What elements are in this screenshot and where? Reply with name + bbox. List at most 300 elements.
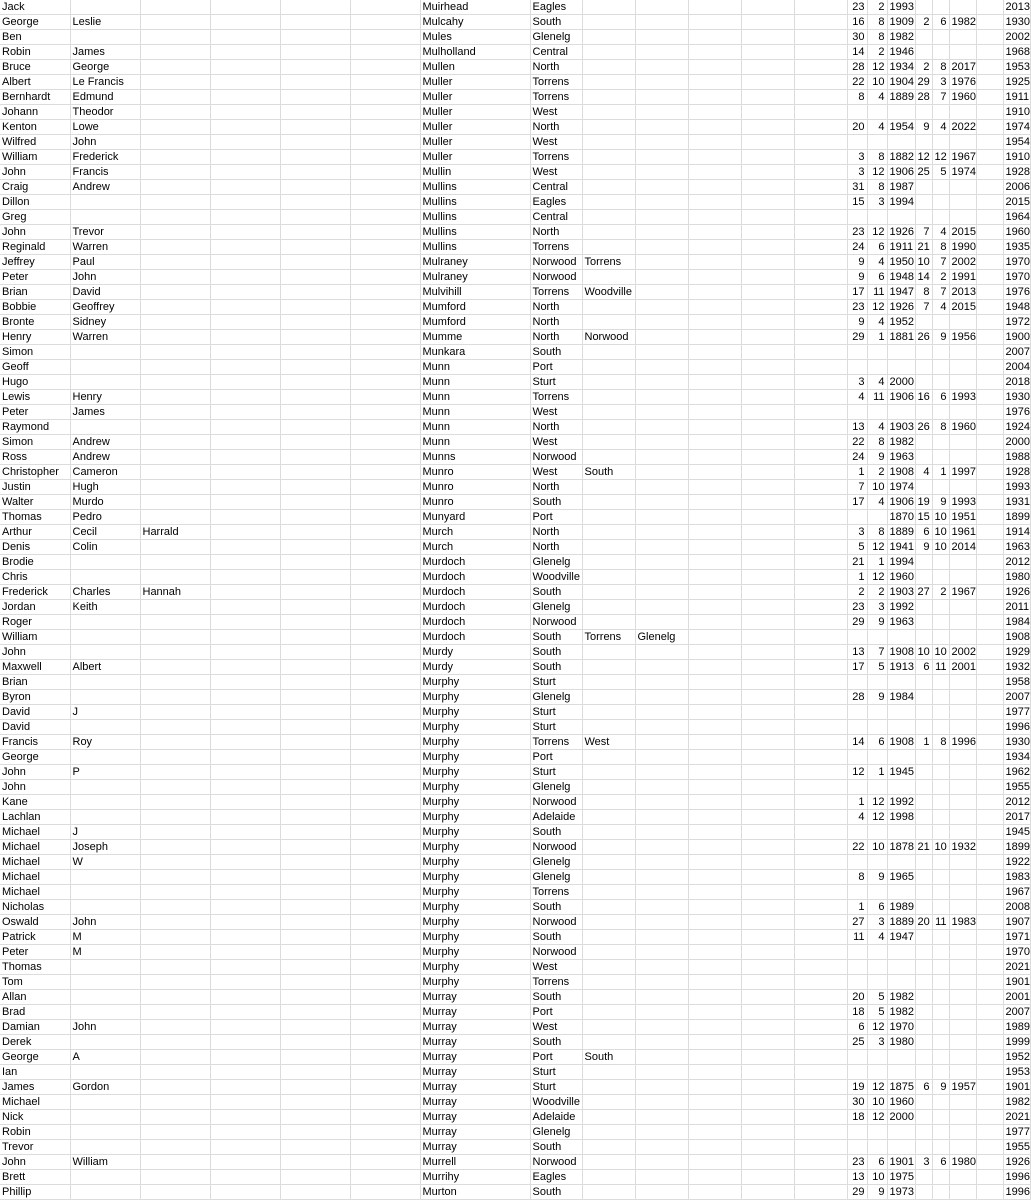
cell-birth-month[interactable]: 12 xyxy=(867,60,887,75)
cell-club[interactable]: South xyxy=(530,825,582,840)
cell-birth-year[interactable]: 1994 xyxy=(887,555,915,570)
cell-middle-name[interactable] xyxy=(70,1170,140,1185)
cell-col-m[interactable] xyxy=(794,210,847,225)
cell-club[interactable]: West xyxy=(530,1020,582,1035)
cell-birth-year[interactable]: 1906 xyxy=(887,165,915,180)
cell-death-year[interactable] xyxy=(949,480,976,495)
cell-first-name[interactable]: Bruce xyxy=(0,60,70,75)
cell-third-name[interactable] xyxy=(140,1110,210,1125)
cell-club-2[interactable] xyxy=(582,585,635,600)
cell-middle-name[interactable]: Warren xyxy=(70,330,140,345)
cell-club[interactable]: West xyxy=(530,405,582,420)
cell-club[interactable]: Eagles xyxy=(530,195,582,210)
cell-middle-name[interactable]: John xyxy=(70,915,140,930)
cell-col-l[interactable] xyxy=(741,300,794,315)
cell-col-k[interactable] xyxy=(688,1065,741,1080)
cell-col-f[interactable] xyxy=(350,735,420,750)
cell-birth-month[interactable]: 12 xyxy=(867,540,887,555)
cell-death-month[interactable]: 2 xyxy=(932,270,949,285)
cell-club-3[interactable] xyxy=(635,930,688,945)
cell-col-k[interactable] xyxy=(688,270,741,285)
cell-birth-year[interactable]: 1993 xyxy=(887,0,915,15)
cell-col-d[interactable] xyxy=(210,720,280,735)
cell-death-day[interactable]: 6 xyxy=(915,660,932,675)
cell-club[interactable]: West xyxy=(530,960,582,975)
cell-death-year[interactable] xyxy=(949,750,976,765)
cell-col-t[interactable] xyxy=(976,540,1003,555)
cell-birth-month[interactable]: 8 xyxy=(867,15,887,30)
cell-death-month[interactable]: 6 xyxy=(932,15,949,30)
cell-col-f[interactable] xyxy=(350,1125,420,1140)
cell-debut-year[interactable]: 1996 xyxy=(1003,1170,1030,1185)
cell-birth-day[interactable]: 28 xyxy=(847,690,867,705)
cell-birth-year[interactable] xyxy=(887,345,915,360)
cell-col-d[interactable] xyxy=(210,120,280,135)
cell-col-k[interactable] xyxy=(688,390,741,405)
cell-col-f[interactable] xyxy=(350,210,420,225)
cell-birth-month[interactable]: 8 xyxy=(867,150,887,165)
cell-col-e[interactable] xyxy=(280,390,350,405)
cell-death-day[interactable]: 21 xyxy=(915,840,932,855)
cell-birth-month[interactable]: 6 xyxy=(867,240,887,255)
cell-col-k[interactable] xyxy=(688,615,741,630)
cell-col-l[interactable] xyxy=(741,795,794,810)
cell-col-k[interactable] xyxy=(688,780,741,795)
cell-club-2[interactable] xyxy=(582,1035,635,1050)
cell-col-t[interactable] xyxy=(976,690,1003,705)
cell-birth-month[interactable]: 12 xyxy=(867,795,887,810)
cell-death-day[interactable] xyxy=(915,630,932,645)
cell-col-t[interactable] xyxy=(976,705,1003,720)
cell-third-name[interactable] xyxy=(140,750,210,765)
cell-birth-month[interactable] xyxy=(867,1050,887,1065)
cell-first-name[interactable]: Thomas xyxy=(0,510,70,525)
cell-middle-name[interactable] xyxy=(70,375,140,390)
cell-club[interactable]: North xyxy=(530,525,582,540)
cell-debut-year[interactable]: 1962 xyxy=(1003,765,1030,780)
cell-first-name[interactable]: Frederick xyxy=(0,585,70,600)
cell-club-3[interactable] xyxy=(635,465,688,480)
cell-first-name[interactable]: William xyxy=(0,150,70,165)
cell-col-m[interactable] xyxy=(794,825,847,840)
cell-birth-year[interactable]: 1913 xyxy=(887,660,915,675)
cell-col-k[interactable] xyxy=(688,60,741,75)
cell-col-k[interactable] xyxy=(688,900,741,915)
cell-first-name[interactable]: Peter xyxy=(0,945,70,960)
cell-club-3[interactable] xyxy=(635,1005,688,1020)
cell-birth-month[interactable]: 4 xyxy=(867,255,887,270)
cell-death-year[interactable] xyxy=(949,345,976,360)
cell-col-l[interactable] xyxy=(741,960,794,975)
cell-col-k[interactable] xyxy=(688,135,741,150)
cell-birth-day[interactable]: 16 xyxy=(847,15,867,30)
cell-col-e[interactable] xyxy=(280,510,350,525)
cell-col-f[interactable] xyxy=(350,285,420,300)
cell-death-month[interactable] xyxy=(932,1125,949,1140)
cell-club-3[interactable] xyxy=(635,795,688,810)
cell-col-k[interactable] xyxy=(688,960,741,975)
cell-birth-year[interactable]: 1926 xyxy=(887,300,915,315)
cell-death-day[interactable]: 12 xyxy=(915,150,932,165)
cell-club[interactable]: South xyxy=(530,660,582,675)
cell-third-name[interactable] xyxy=(140,1155,210,1170)
cell-third-name[interactable] xyxy=(140,1005,210,1020)
cell-birth-day[interactable]: 18 xyxy=(847,1110,867,1125)
cell-club[interactable]: Glenelg xyxy=(530,780,582,795)
cell-col-d[interactable] xyxy=(210,1005,280,1020)
cell-birth-year[interactable]: 1948 xyxy=(887,270,915,285)
cell-birth-year[interactable]: 1904 xyxy=(887,75,915,90)
cell-surname[interactable]: Murray xyxy=(420,1065,530,1080)
cell-club-2[interactable] xyxy=(582,225,635,240)
cell-col-f[interactable] xyxy=(350,405,420,420)
cell-first-name[interactable]: Roger xyxy=(0,615,70,630)
cell-birth-year[interactable]: 1987 xyxy=(887,180,915,195)
cell-death-month[interactable] xyxy=(932,360,949,375)
cell-col-d[interactable] xyxy=(210,360,280,375)
cell-col-d[interactable] xyxy=(210,1020,280,1035)
cell-birth-day[interactable]: 9 xyxy=(847,315,867,330)
cell-col-t[interactable] xyxy=(976,930,1003,945)
cell-birth-month[interactable]: 3 xyxy=(867,600,887,615)
cell-col-l[interactable] xyxy=(741,855,794,870)
cell-col-d[interactable] xyxy=(210,1170,280,1185)
cell-birth-day[interactable]: 15 xyxy=(847,195,867,210)
cell-col-k[interactable] xyxy=(688,570,741,585)
cell-birth-day[interactable] xyxy=(847,780,867,795)
cell-death-year[interactable] xyxy=(949,210,976,225)
cell-col-l[interactable] xyxy=(741,1170,794,1185)
cell-birth-year[interactable]: 1950 xyxy=(887,255,915,270)
cell-third-name[interactable] xyxy=(140,330,210,345)
cell-col-t[interactable] xyxy=(976,1185,1003,1200)
cell-birth-year[interactable]: 1889 xyxy=(887,915,915,930)
cell-col-e[interactable] xyxy=(280,285,350,300)
cell-debut-year[interactable]: 1976 xyxy=(1003,405,1030,420)
cell-col-k[interactable] xyxy=(688,285,741,300)
cell-birth-month[interactable]: 8 xyxy=(867,30,887,45)
cell-col-e[interactable] xyxy=(280,810,350,825)
cell-club-3[interactable] xyxy=(635,255,688,270)
cell-col-m[interactable] xyxy=(794,1095,847,1110)
cell-debut-year[interactable]: 1932 xyxy=(1003,660,1030,675)
cell-club-3[interactable] xyxy=(635,450,688,465)
cell-middle-name[interactable] xyxy=(70,645,140,660)
cell-birth-month[interactable] xyxy=(867,630,887,645)
cell-col-d[interactable] xyxy=(210,900,280,915)
cell-birth-year[interactable]: 1908 xyxy=(887,735,915,750)
cell-death-day[interactable]: 10 xyxy=(915,645,932,660)
cell-birth-year[interactable]: 1889 xyxy=(887,525,915,540)
cell-col-f[interactable] xyxy=(350,585,420,600)
cell-club-2[interactable] xyxy=(582,1185,635,1200)
cell-club-2[interactable] xyxy=(582,165,635,180)
cell-col-k[interactable] xyxy=(688,1005,741,1020)
cell-club-2[interactable] xyxy=(582,975,635,990)
cell-col-t[interactable] xyxy=(976,450,1003,465)
cell-death-day[interactable] xyxy=(915,900,932,915)
cell-col-m[interactable] xyxy=(794,780,847,795)
cell-col-m[interactable] xyxy=(794,1065,847,1080)
cell-club-3[interactable] xyxy=(635,660,688,675)
cell-death-month[interactable] xyxy=(932,720,949,735)
cell-club[interactable]: Glenelg xyxy=(530,555,582,570)
cell-death-year[interactable] xyxy=(949,45,976,60)
cell-club-3[interactable] xyxy=(635,285,688,300)
cell-col-k[interactable] xyxy=(688,885,741,900)
cell-col-e[interactable] xyxy=(280,615,350,630)
cell-col-k[interactable] xyxy=(688,165,741,180)
cell-birth-day[interactable]: 1 xyxy=(847,795,867,810)
cell-first-name[interactable]: William xyxy=(0,630,70,645)
cell-first-name[interactable]: Johann xyxy=(0,105,70,120)
cell-surname[interactable]: Murphy xyxy=(420,780,530,795)
cell-col-d[interactable] xyxy=(210,645,280,660)
cell-birth-year[interactable]: 1946 xyxy=(887,45,915,60)
cell-birth-month[interactable]: 11 xyxy=(867,285,887,300)
cell-surname[interactable]: Murrell xyxy=(420,1155,530,1170)
cell-col-t[interactable] xyxy=(976,405,1003,420)
cell-birth-month[interactable] xyxy=(867,855,887,870)
cell-debut-year[interactable]: 2021 xyxy=(1003,1110,1030,1125)
cell-club[interactable]: North xyxy=(530,330,582,345)
cell-birth-day[interactable]: 17 xyxy=(847,495,867,510)
cell-club-2[interactable] xyxy=(582,690,635,705)
cell-death-month[interactable]: 1 xyxy=(932,465,949,480)
cell-col-e[interactable] xyxy=(280,360,350,375)
cell-club-3[interactable] xyxy=(635,600,688,615)
cell-col-k[interactable] xyxy=(688,255,741,270)
cell-birth-day[interactable]: 6 xyxy=(847,1020,867,1035)
cell-birth-year[interactable] xyxy=(887,975,915,990)
cell-birth-day[interactable]: 30 xyxy=(847,1095,867,1110)
cell-col-m[interactable] xyxy=(794,285,847,300)
cell-col-t[interactable] xyxy=(976,990,1003,1005)
cell-death-year[interactable] xyxy=(949,1005,976,1020)
cell-col-t[interactable] xyxy=(976,615,1003,630)
cell-col-f[interactable] xyxy=(350,1080,420,1095)
cell-third-name[interactable]: Hannah xyxy=(140,585,210,600)
cell-col-e[interactable] xyxy=(280,1155,350,1170)
cell-col-k[interactable] xyxy=(688,45,741,60)
cell-col-l[interactable] xyxy=(741,930,794,945)
cell-col-t[interactable] xyxy=(976,60,1003,75)
cell-col-m[interactable] xyxy=(794,765,847,780)
cell-col-m[interactable] xyxy=(794,165,847,180)
cell-death-day[interactable] xyxy=(915,1005,932,1020)
cell-birth-month[interactable]: 12 xyxy=(867,570,887,585)
cell-first-name[interactable]: Oswald xyxy=(0,915,70,930)
cell-col-k[interactable] xyxy=(688,1020,741,1035)
cell-first-name[interactable]: Peter xyxy=(0,270,70,285)
cell-debut-year[interactable]: 2007 xyxy=(1003,345,1030,360)
cell-middle-name[interactable] xyxy=(70,1065,140,1080)
cell-death-day[interactable] xyxy=(915,1110,932,1125)
cell-first-name[interactable]: Nick xyxy=(0,1110,70,1125)
cell-birth-day[interactable]: 23 xyxy=(847,225,867,240)
cell-club[interactable]: South xyxy=(530,1035,582,1050)
cell-middle-name[interactable] xyxy=(70,690,140,705)
cell-col-e[interactable] xyxy=(280,1020,350,1035)
cell-first-name[interactable]: Brian xyxy=(0,285,70,300)
cell-middle-name[interactable] xyxy=(70,1110,140,1125)
cell-third-name[interactable] xyxy=(140,1170,210,1185)
cell-col-t[interactable] xyxy=(976,165,1003,180)
cell-col-l[interactable] xyxy=(741,315,794,330)
cell-birth-day[interactable] xyxy=(847,1125,867,1140)
cell-col-l[interactable] xyxy=(741,660,794,675)
cell-birth-month[interactable]: 9 xyxy=(867,870,887,885)
cell-col-m[interactable] xyxy=(794,240,847,255)
cell-club-3[interactable] xyxy=(635,960,688,975)
cell-birth-month[interactable]: 2 xyxy=(867,45,887,60)
cell-club-2[interactable] xyxy=(582,765,635,780)
cell-death-month[interactable] xyxy=(932,690,949,705)
cell-col-e[interactable] xyxy=(280,945,350,960)
cell-col-f[interactable] xyxy=(350,1110,420,1125)
cell-debut-year[interactable]: 2017 xyxy=(1003,810,1030,825)
cell-club-2[interactable]: Torrens xyxy=(582,630,635,645)
cell-death-month[interactable]: 7 xyxy=(932,285,949,300)
cell-col-f[interactable] xyxy=(350,720,420,735)
cell-birth-month[interactable] xyxy=(867,825,887,840)
cell-col-m[interactable] xyxy=(794,525,847,540)
cell-col-d[interactable] xyxy=(210,105,280,120)
cell-surname[interactable]: Mulraney xyxy=(420,255,530,270)
cell-middle-name[interactable]: John xyxy=(70,270,140,285)
cell-club[interactable]: Sturt xyxy=(530,375,582,390)
cell-col-t[interactable] xyxy=(976,0,1003,15)
cell-death-month[interactable] xyxy=(932,630,949,645)
cell-debut-year[interactable]: 1960 xyxy=(1003,225,1030,240)
cell-col-e[interactable] xyxy=(280,135,350,150)
cell-col-d[interactable] xyxy=(210,495,280,510)
cell-col-l[interactable] xyxy=(741,705,794,720)
cell-death-year[interactable] xyxy=(949,375,976,390)
cell-death-month[interactable] xyxy=(932,780,949,795)
cell-death-day[interactable]: 4 xyxy=(915,465,932,480)
cell-birth-day[interactable]: 30 xyxy=(847,30,867,45)
cell-first-name[interactable]: Maxwell xyxy=(0,660,70,675)
cell-death-month[interactable]: 9 xyxy=(932,495,949,510)
cell-surname[interactable]: Murray xyxy=(420,1095,530,1110)
cell-first-name[interactable]: Chris xyxy=(0,570,70,585)
cell-third-name[interactable] xyxy=(140,570,210,585)
cell-club-3[interactable] xyxy=(635,570,688,585)
cell-club-2[interactable] xyxy=(582,600,635,615)
cell-birth-day[interactable]: 29 xyxy=(847,330,867,345)
cell-birth-year[interactable] xyxy=(887,960,915,975)
cell-death-day[interactable]: 8 xyxy=(915,285,932,300)
cell-birth-year[interactable]: 1980 xyxy=(887,1035,915,1050)
cell-third-name[interactable] xyxy=(140,720,210,735)
cell-middle-name[interactable] xyxy=(70,420,140,435)
cell-death-month[interactable]: 7 xyxy=(932,255,949,270)
cell-death-year[interactable] xyxy=(949,780,976,795)
cell-third-name[interactable] xyxy=(140,615,210,630)
cell-death-day[interactable]: 10 xyxy=(915,255,932,270)
cell-first-name[interactable]: Jack xyxy=(0,0,70,15)
cell-col-l[interactable] xyxy=(741,450,794,465)
cell-col-m[interactable] xyxy=(794,645,847,660)
cell-birth-month[interactable]: 1 xyxy=(867,330,887,345)
cell-club[interactable]: West xyxy=(530,435,582,450)
cell-middle-name[interactable]: John xyxy=(70,135,140,150)
cell-middle-name[interactable]: Lowe xyxy=(70,120,140,135)
cell-col-e[interactable] xyxy=(280,825,350,840)
cell-club-2[interactable] xyxy=(582,1080,635,1095)
cell-birth-year[interactable]: 1911 xyxy=(887,240,915,255)
cell-col-t[interactable] xyxy=(976,810,1003,825)
cell-birth-day[interactable] xyxy=(847,135,867,150)
cell-col-e[interactable] xyxy=(280,630,350,645)
cell-death-month[interactable]: 10 xyxy=(932,540,949,555)
cell-col-e[interactable] xyxy=(280,195,350,210)
cell-death-year[interactable] xyxy=(949,450,976,465)
cell-col-t[interactable] xyxy=(976,375,1003,390)
cell-col-d[interactable] xyxy=(210,1125,280,1140)
cell-death-month[interactable] xyxy=(932,1065,949,1080)
cell-col-d[interactable] xyxy=(210,750,280,765)
cell-death-year[interactable] xyxy=(949,675,976,690)
cell-club[interactable]: Adelaide xyxy=(530,810,582,825)
cell-col-f[interactable] xyxy=(350,690,420,705)
cell-third-name[interactable] xyxy=(140,540,210,555)
cell-third-name[interactable] xyxy=(140,480,210,495)
cell-col-d[interactable] xyxy=(210,705,280,720)
cell-death-year[interactable]: 1956 xyxy=(949,330,976,345)
cell-middle-name[interactable] xyxy=(70,345,140,360)
cell-middle-name[interactable] xyxy=(70,1095,140,1110)
cell-middle-name[interactable]: A xyxy=(70,1050,140,1065)
cell-surname[interactable]: Mullins xyxy=(420,195,530,210)
cell-first-name[interactable]: Damian xyxy=(0,1020,70,1035)
cell-birth-day[interactable]: 31 xyxy=(847,180,867,195)
cell-club[interactable]: Woodville xyxy=(530,570,582,585)
cell-third-name[interactable] xyxy=(140,390,210,405)
cell-third-name[interactable] xyxy=(140,105,210,120)
cell-first-name[interactable]: Michael xyxy=(0,825,70,840)
cell-surname[interactable]: Murphy xyxy=(420,675,530,690)
cell-birth-year[interactable]: 1973 xyxy=(887,1185,915,1200)
cell-first-name[interactable]: Raymond xyxy=(0,420,70,435)
cell-death-day[interactable] xyxy=(915,30,932,45)
cell-birth-month[interactable]: 12 xyxy=(867,1080,887,1095)
cell-surname[interactable]: Mumford xyxy=(420,315,530,330)
cell-third-name[interactable] xyxy=(140,795,210,810)
cell-debut-year[interactable]: 1974 xyxy=(1003,120,1030,135)
cell-col-k[interactable] xyxy=(688,1095,741,1110)
cell-death-day[interactable]: 15 xyxy=(915,510,932,525)
cell-death-day[interactable] xyxy=(915,135,932,150)
cell-surname[interactable]: Murphy xyxy=(420,825,530,840)
cell-col-m[interactable] xyxy=(794,960,847,975)
cell-birth-day[interactable] xyxy=(847,405,867,420)
cell-surname[interactable]: Munyard xyxy=(420,510,530,525)
cell-col-t[interactable] xyxy=(976,525,1003,540)
cell-birth-day[interactable] xyxy=(847,960,867,975)
cell-col-f[interactable] xyxy=(350,270,420,285)
cell-third-name[interactable] xyxy=(140,45,210,60)
cell-club[interactable]: Sturt xyxy=(530,720,582,735)
cell-col-k[interactable] xyxy=(688,810,741,825)
cell-debut-year[interactable]: 1980 xyxy=(1003,570,1030,585)
cell-col-e[interactable] xyxy=(280,555,350,570)
cell-birth-year[interactable]: 1934 xyxy=(887,60,915,75)
cell-death-day[interactable] xyxy=(915,180,932,195)
cell-death-day[interactable] xyxy=(915,675,932,690)
cell-col-e[interactable] xyxy=(280,0,350,15)
